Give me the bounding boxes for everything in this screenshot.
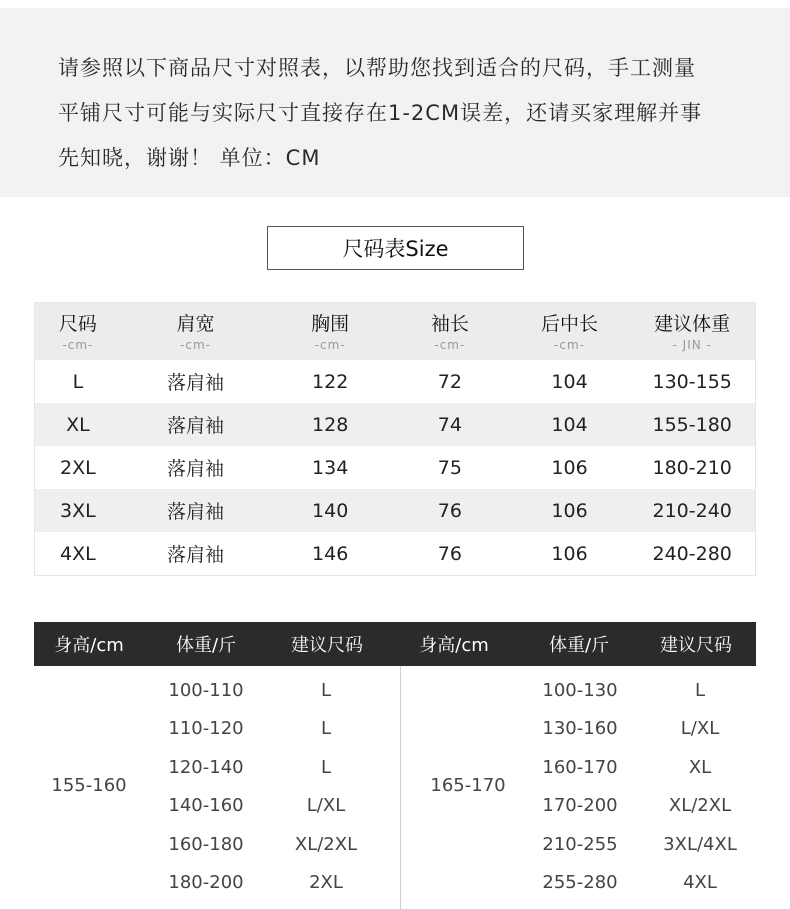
weight-value: 210-255 (542, 833, 618, 855)
size-value: 4XL (683, 871, 717, 893)
list-item (146, 709, 386, 747)
header-size-right: 建议尺码 (660, 635, 732, 656)
header-unit: -cm- (180, 337, 212, 352)
weight-value: 170-200 (542, 794, 618, 816)
table-row (35, 403, 755, 446)
size-value: XL/2XL (668, 794, 732, 816)
cell-length: 104 (551, 370, 588, 393)
intro-line-2: 平铺尺寸可能与实际尺寸直接存在1-2CM误差，还请买家理解并事 (58, 101, 703, 125)
size-value: L/XL (306, 794, 346, 816)
cell-size: L (72, 370, 84, 393)
header-label: 袖长 (430, 312, 469, 335)
list-item (146, 863, 386, 901)
list-item (146, 671, 386, 709)
weight-value: 160-170 (542, 756, 618, 778)
weight-value: 100-130 (542, 679, 618, 701)
header-label: 肩宽 (176, 312, 215, 335)
intro-notice (0, 8, 790, 197)
list-item (520, 825, 760, 863)
weight-value: 160-180 (168, 833, 244, 855)
table-row (35, 532, 755, 575)
size-value: XL (688, 756, 712, 778)
height-range-right: 165-170 (430, 775, 506, 796)
header-size (35, 312, 121, 352)
cell-sleeve: 72 (437, 370, 462, 393)
header-label: 胸围 (311, 312, 350, 335)
list-item (520, 786, 760, 824)
cell-length: 106 (551, 499, 588, 522)
size-value: L (320, 717, 332, 739)
header-weight (629, 312, 755, 352)
list-item (520, 709, 760, 747)
cell-weight: 155-180 (652, 413, 732, 436)
list-item (520, 863, 760, 901)
cell-chest: 128 (312, 413, 349, 436)
weight-value: 100-110 (168, 679, 244, 701)
table-row (35, 489, 755, 532)
weight-value: 180-200 (168, 871, 244, 893)
header-unit: -cm- (434, 337, 466, 352)
size-value: L/XL (680, 717, 720, 739)
cell-length: 104 (551, 413, 588, 436)
cell-weight: 180-210 (652, 456, 732, 479)
cell-sleeve: 76 (437, 542, 462, 565)
weight-value: 255-280 (542, 871, 618, 893)
size-value: L (320, 679, 332, 701)
header-length (510, 312, 630, 352)
size-value: L (320, 756, 332, 778)
weight-value: 110-120 (168, 717, 244, 739)
header-height-left: 身高/cm (54, 635, 124, 656)
size-chart-title: 尺码表Size (267, 226, 524, 270)
weight-value: 120-140 (168, 756, 244, 778)
cell-length: 106 (551, 542, 588, 565)
cell-weight: 210-240 (652, 499, 732, 522)
list-item (146, 825, 386, 863)
table-row (35, 446, 755, 489)
header-chest (270, 312, 390, 352)
cell-size: 2XL (60, 456, 96, 479)
table-row (35, 360, 755, 403)
header-label: 后中长 (541, 312, 599, 335)
header-unit: -cm- (554, 337, 585, 352)
cell-chest: 134 (312, 456, 349, 479)
header-unit: -cm- (314, 337, 346, 352)
cell-shoulder: 落肩袖 (167, 458, 225, 480)
header-height-right: 身高/cm (419, 635, 489, 656)
header-weight-left: 体重/斤 (175, 635, 237, 656)
cell-weight: 240-280 (652, 542, 732, 565)
header-label: 建议体重 (654, 312, 731, 335)
header-unit: -cm- (62, 337, 94, 352)
cell-sleeve: 74 (437, 413, 462, 436)
size-value: 2XL (309, 871, 343, 893)
cell-shoulder: 落肩袖 (167, 501, 225, 523)
cell-chest: 146 (312, 542, 349, 565)
header-shoulder (121, 312, 271, 352)
recommend-table-header (34, 622, 756, 666)
size-table-header (35, 303, 755, 360)
cell-chest: 140 (312, 499, 349, 522)
cell-chest: 122 (312, 370, 349, 393)
list-item (146, 786, 386, 824)
header-sleeve (390, 312, 510, 352)
cell-size: XL (66, 413, 90, 436)
size-value: XL/2XL (294, 833, 358, 855)
cell-shoulder: 落肩袖 (167, 415, 225, 437)
height-range-left: 155-160 (51, 775, 127, 796)
list-item (520, 748, 760, 786)
cell-size: 4XL (60, 542, 96, 565)
list-item (520, 671, 760, 709)
header-size-left: 建议尺码 (291, 635, 363, 656)
cell-shoulder: 落肩袖 (167, 544, 225, 566)
recommend-table-body (34, 666, 756, 909)
size-value: L (694, 679, 706, 701)
cell-shoulder: 落肩袖 (167, 372, 225, 394)
intro-line-1: 请参照以下商品尺寸对照表，以帮助您找到适合的尺码，手工测量 (58, 56, 696, 80)
cell-size: 3XL (60, 499, 96, 522)
weight-value: 130-160 (542, 717, 618, 739)
intro-line-3: 先知晓，谢谢！ 单位：CM (58, 146, 321, 170)
cell-weight: 130-155 (652, 370, 732, 393)
cell-length: 106 (551, 456, 588, 479)
header-label: 尺码 (58, 312, 97, 335)
header-unit: - JIN - (672, 337, 712, 352)
cell-sleeve: 75 (437, 456, 462, 479)
weight-value: 140-160 (168, 794, 244, 816)
header-weight-right: 体重/斤 (548, 635, 610, 656)
cell-sleeve: 76 (437, 499, 462, 522)
size-table (34, 302, 756, 576)
size-value: 3XL/4XL (663, 833, 737, 855)
list-item (146, 748, 386, 786)
